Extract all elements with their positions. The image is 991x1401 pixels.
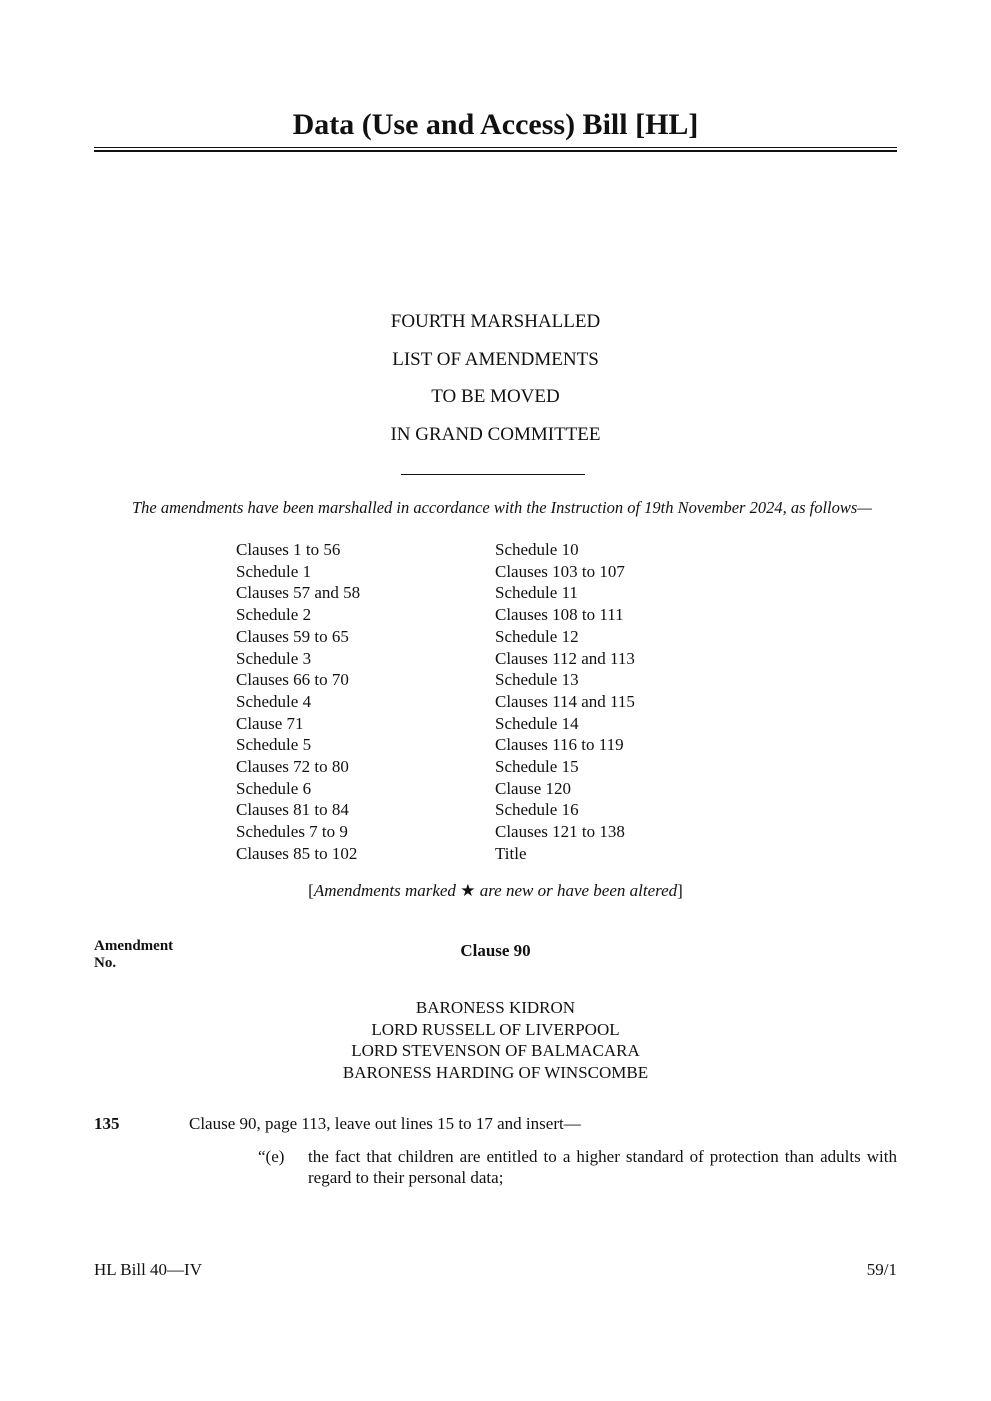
order-list-item: Clauses 114 and 115 — [495, 691, 635, 711]
order-list-item: Clauses 85 to 102 — [236, 843, 358, 863]
star-icon: ★ — [460, 881, 476, 900]
list-heading — [94, 303, 897, 453]
order-list-item: Clauses 108 to 111 — [495, 605, 624, 625]
order-list-item: Schedule 11 — [495, 583, 578, 603]
heading-line: TO BE MOVED — [431, 386, 560, 407]
order-list-item: Clauses 1 to 56 — [236, 540, 341, 559]
heading-line: FOURTH MARSHALLED — [390, 311, 601, 332]
order-list-item: Clauses 72 to 80 — [236, 757, 349, 777]
order-list-item: Clauses 59 to 65 — [236, 626, 349, 646]
sponsor-name: BARONESS KIDRON — [415, 998, 576, 1017]
order-list-item: Schedule 4 — [236, 691, 312, 711]
title-rule-thin — [94, 147, 897, 148]
order-list-right — [495, 539, 635, 865]
order-list-item: Schedule 15 — [495, 757, 579, 777]
order-list-item: Clauses 57 and 58 — [236, 583, 361, 603]
order-list-item: Clauses 116 to 119 — [495, 735, 624, 755]
order-list-item: Clauses 121 to 138 — [495, 822, 625, 842]
order-list-item: Schedule 1 — [236, 561, 312, 581]
order-list-item: Clauses 112 and 113 — [495, 648, 635, 668]
order-list-item: Schedule 13 — [495, 670, 579, 690]
order-list-item: Schedule 10 — [495, 540, 579, 559]
heading-line: LIST OF AMENDMENTS — [392, 348, 599, 370]
amendment-label-line1: Amendment — [94, 938, 174, 954]
order-list-item: Schedule 12 — [495, 626, 579, 646]
footer-page-number: 59/1 — [866, 1260, 897, 1279]
order-list-item: Schedules 7 to 9 — [236, 822, 348, 842]
note-open-bracket: [ — [308, 881, 314, 900]
order-list-item: Schedule 3 — [236, 648, 312, 668]
clause-heading: Clause 90 — [460, 941, 531, 960]
amendment-number: 135 — [94, 1114, 120, 1133]
order-list-item: Title — [495, 843, 527, 863]
sponsor-name: BARONESS HARDING OF WINSCOMBE — [342, 1063, 649, 1083]
inserted-paragraph-label: “(e) — [258, 1147, 285, 1166]
title-rule-thick — [94, 150, 897, 152]
order-list-item: Schedule 16 — [495, 800, 579, 820]
amendment-text: Clause 90, page 113, leave out lines 15 to 17 and insert— — [189, 1114, 581, 1133]
order-list-item: Schedule 14 — [495, 713, 579, 733]
sponsors-list — [94, 997, 897, 1084]
order-list-item: Clauses 103 to 107 — [495, 561, 625, 581]
note-close-bracket: ] — [677, 881, 683, 900]
order-list-item: Schedule 6 — [236, 778, 312, 798]
order-list-item: Clauses 81 to 84 — [236, 800, 349, 820]
order-list-left — [236, 539, 360, 865]
order-list-item: Clauses 66 to 70 — [236, 670, 349, 690]
footer-bill-reference: HL Bill 40—IV — [94, 1260, 202, 1279]
heading-line: IN GRAND COMMITTEE — [390, 423, 601, 445]
sponsor-name: LORD RUSSELL OF LIVERPOOL — [371, 1019, 620, 1039]
document-title: Data (Use and Access) Bill [HL] — [292, 108, 699, 141]
order-list-item: Schedule 2 — [236, 605, 312, 625]
order-list-item: Schedule 5 — [236, 735, 312, 755]
note-text-after: are new or have been altered — [475, 881, 678, 900]
amendment-label-line2: No. — [94, 955, 117, 971]
order-list-item: Clause 71 — [236, 713, 304, 733]
order-list-item: Clause 120 — [495, 778, 572, 798]
heading-divider — [401, 474, 585, 475]
marshalling-intro: The amendments have been marshalled in accordance with the Instruction of 19th November 2024, as follows— — [132, 498, 872, 517]
sponsor-name: LORD STEVENSON OF BALMACARA — [351, 1041, 640, 1061]
note-text-before: Amendments marked — [313, 881, 461, 900]
altered-amendments-note — [94, 880, 897, 902]
inserted-paragraph-text: the fact that children are entitled to a higher standard of protection than adults with regard to their personal data; — [308, 1147, 897, 1187]
